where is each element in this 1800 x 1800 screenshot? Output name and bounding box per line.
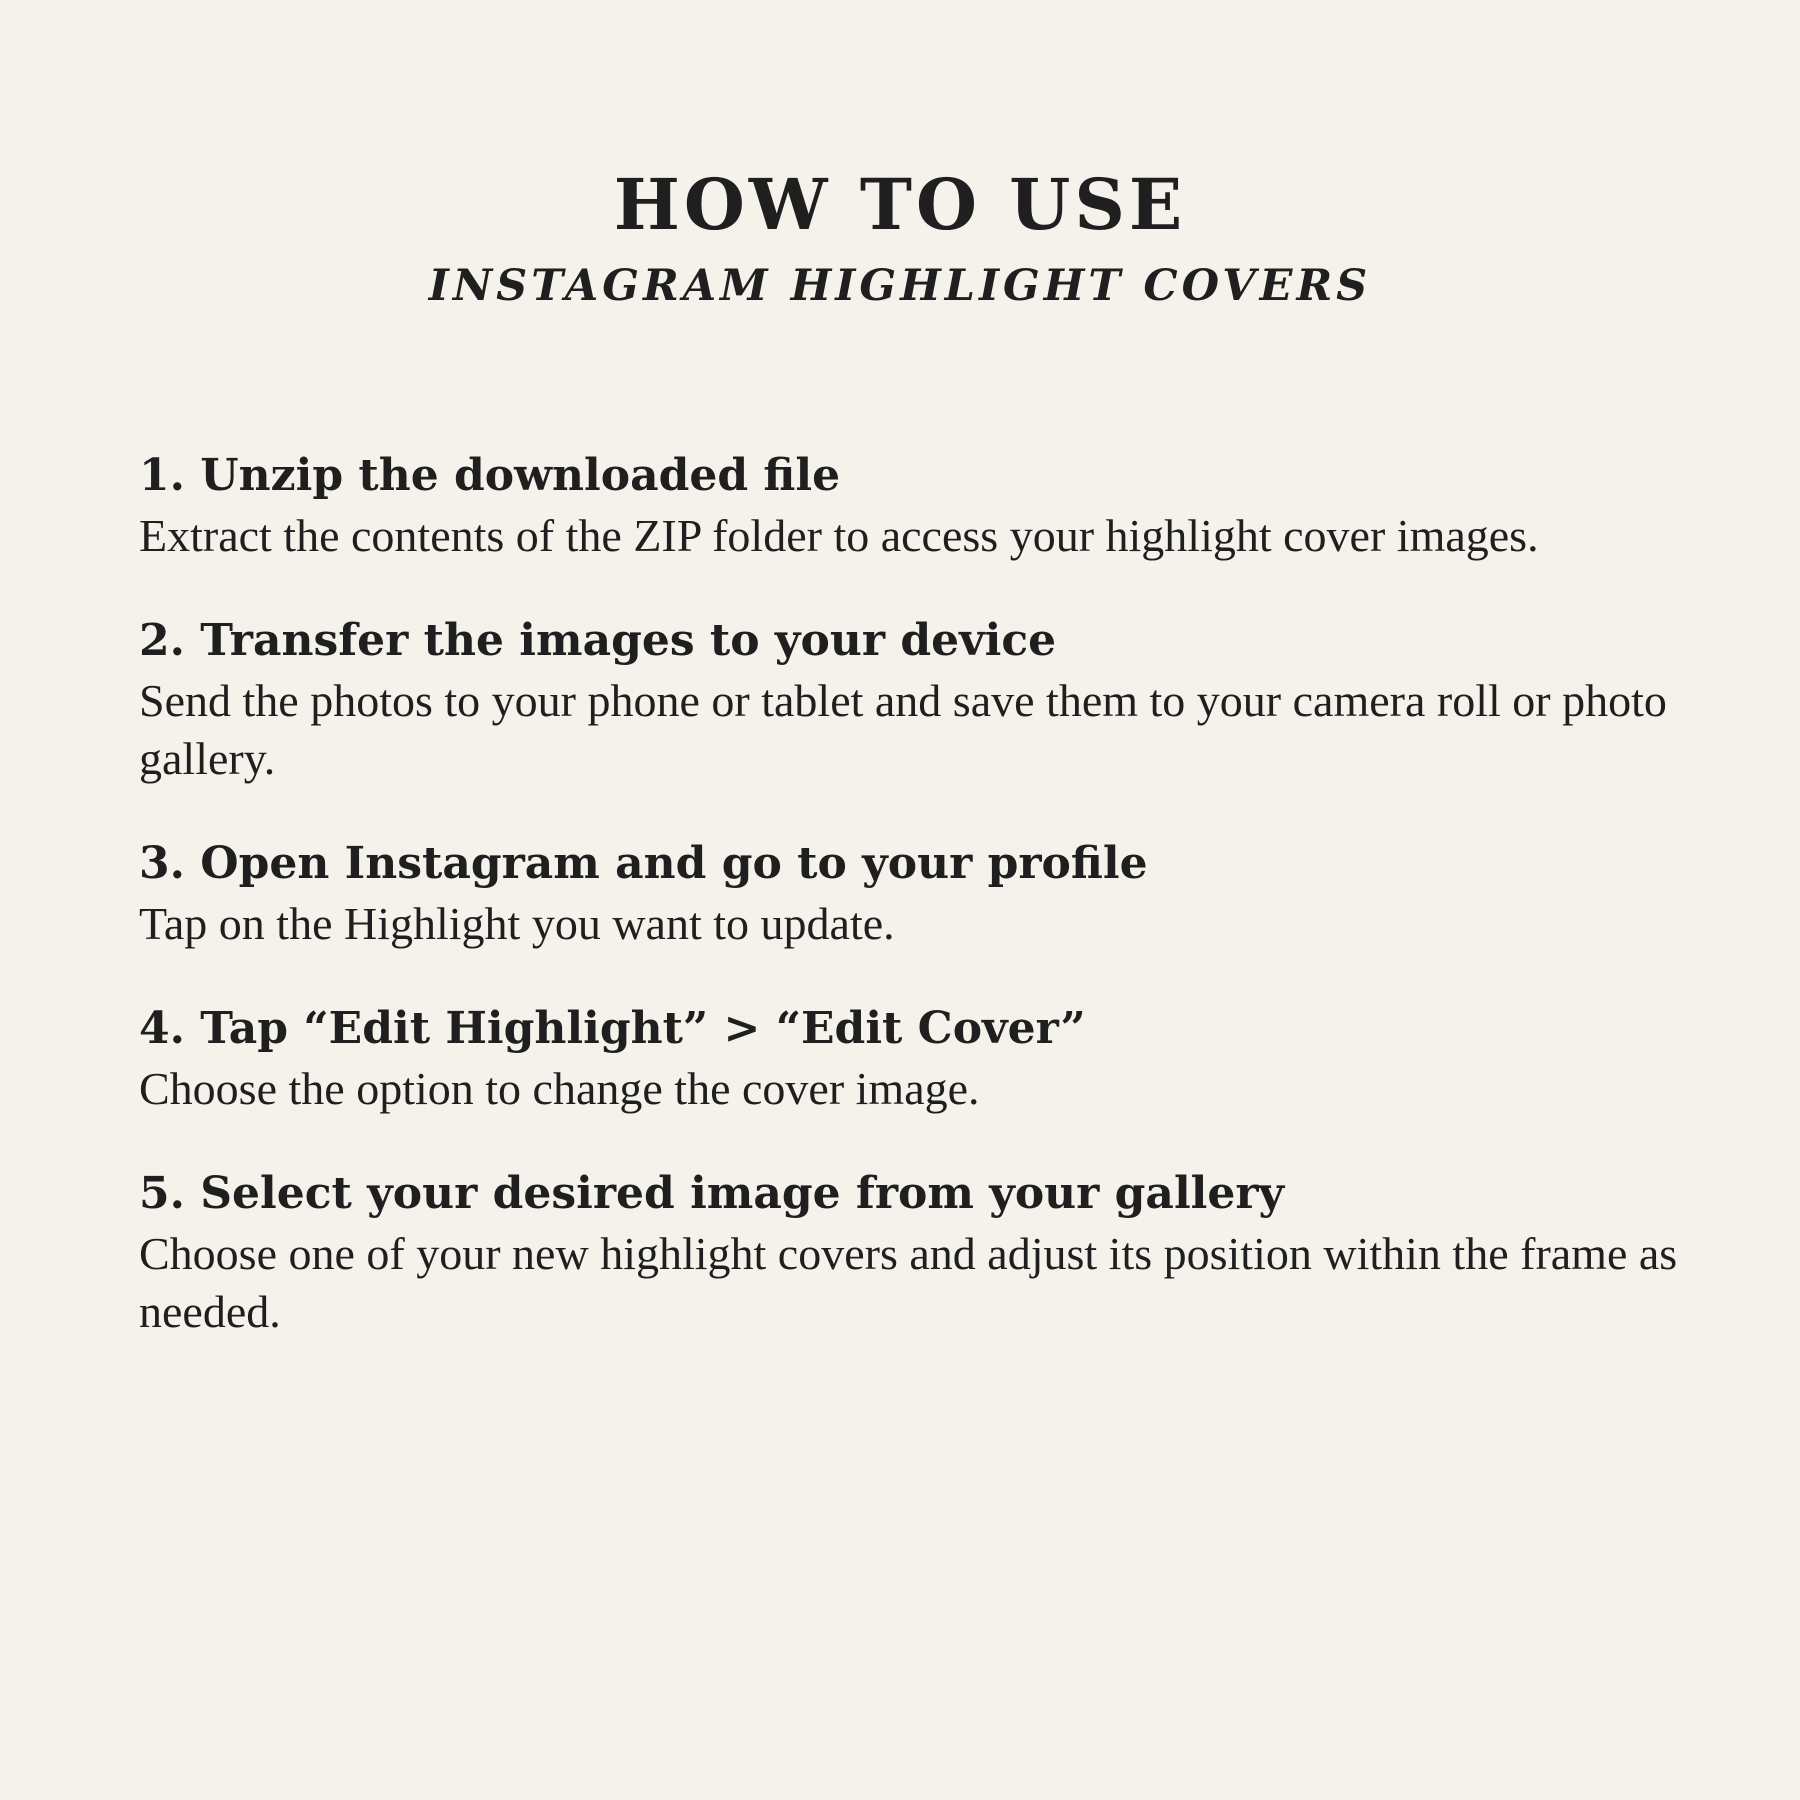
step-title: 1. Unzip the downloaded file — [139, 450, 841, 501]
step-description: Tap on the Highlight you want to update. — [139, 898, 895, 949]
step-4 — [139, 998, 1699, 1118]
step-description: Choose the option to change the cover image. — [139, 1063, 980, 1114]
step-title: 5. Select your desired image from your gallery — [139, 1168, 1285, 1219]
page-title: HOW TO USE — [613, 163, 1187, 246]
step-2 — [139, 610, 1699, 788]
step-3 — [139, 833, 1699, 953]
step-description: Extract the contents of the ZIP folder to access your highlight cover images. — [139, 510, 1539, 561]
page-subtitle: INSTAGRAM HIGHLIGHT COVERS — [428, 261, 1372, 311]
step-description: Send the photos to your phone or tablet and save them to your camera roll or photo gallery. — [139, 675, 1667, 784]
step-title: 2. Transfer the images to your device — [139, 615, 1057, 666]
step-1 — [139, 445, 1699, 565]
step-title: 3. Open Instagram and go to your profile — [139, 838, 1148, 889]
step-5 — [139, 1163, 1699, 1341]
step-title: 4. Tap “Edit Highlight” > “Edit Cover” — [139, 1003, 1086, 1054]
step-description: Choose one of your new highlight covers and adjust its position within the frame as needed. — [139, 1228, 1678, 1337]
steps-list — [139, 445, 1699, 1386]
